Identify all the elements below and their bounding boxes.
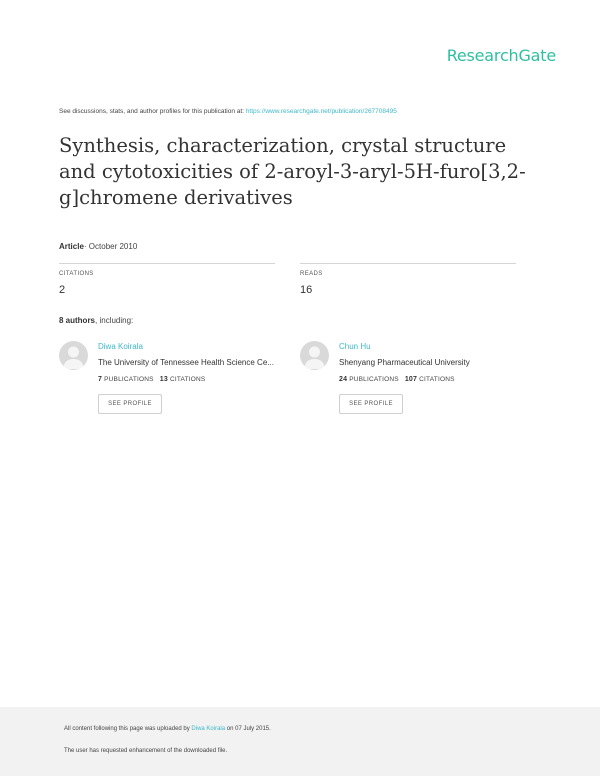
author-stats	[339, 376, 455, 383]
avatar[interactable]	[300, 341, 329, 370]
upload-suffix: on 07 July 2015.	[226, 726, 271, 732]
author-institution: The University of Tennessee Health Science Ce...	[98, 358, 274, 367]
publication-date: · October 2010	[83, 242, 138, 251]
publications-label: PUBLICATIONS	[349, 376, 399, 383]
author-citations-label: CITATIONS	[169, 376, 206, 383]
author-citations-label: CITATIONS	[419, 376, 455, 383]
publication-link[interactable]: https://www.researchgate.net/publication/267708495	[245, 108, 397, 115]
upload-prefix: All content following this page was uploaded by	[64, 726, 190, 732]
discussion-line	[59, 108, 397, 115]
author-citations-count: 13	[159, 376, 168, 383]
avatar[interactable]	[59, 341, 88, 370]
author-institution: Shenyang Pharmaceutical University	[339, 358, 470, 367]
author-name[interactable]: Diwa Koirala	[98, 342, 143, 351]
author-card	[300, 341, 540, 421]
user-silhouette-icon	[300, 341, 329, 370]
citations-divider	[59, 263, 275, 264]
publication-title: Synthesis, characterization, crystal structure and cytotoxicities of 2-aroyl-3-aryl-5H-furo[3,2-g]chromene derivatives	[59, 134, 526, 209]
reads-label: READS	[300, 271, 323, 277]
request-note: The user has requested enhancement of the downloaded file.	[64, 748, 228, 754]
citations-value: 2	[59, 284, 66, 296]
publication-meta	[59, 242, 137, 251]
publications-count: 7	[98, 376, 103, 383]
uploader-link[interactable]: Diwa Koirala	[191, 726, 226, 732]
see-profile-button[interactable]: SEE PROFILE	[339, 394, 403, 414]
reads-value: 16	[300, 284, 313, 296]
upload-note	[64, 726, 271, 732]
author-stats	[98, 376, 205, 383]
authors-count: 8 authors	[59, 316, 96, 325]
authors-suffix: , including:	[95, 316, 134, 325]
authors-heading	[59, 316, 133, 325]
user-silhouette-icon	[59, 341, 88, 370]
publications-label: PUBLICATIONS	[104, 376, 154, 383]
publication-type: Article	[59, 242, 84, 251]
researchgate-logo[interactable]: ResearchGate	[446, 46, 556, 65]
footer	[0, 707, 600, 776]
author-name[interactable]: Chun Hu	[339, 342, 371, 351]
reads-divider	[300, 263, 516, 264]
see-profile-button[interactable]: SEE PROFILE	[98, 394, 162, 414]
citations-label: CITATIONS	[59, 271, 94, 277]
author-card	[59, 341, 299, 421]
publications-count: 24	[339, 376, 348, 383]
discussion-text: See discussions, stats, and author profiles for this publication at:	[59, 108, 244, 115]
author-citations-count: 107	[404, 376, 418, 383]
